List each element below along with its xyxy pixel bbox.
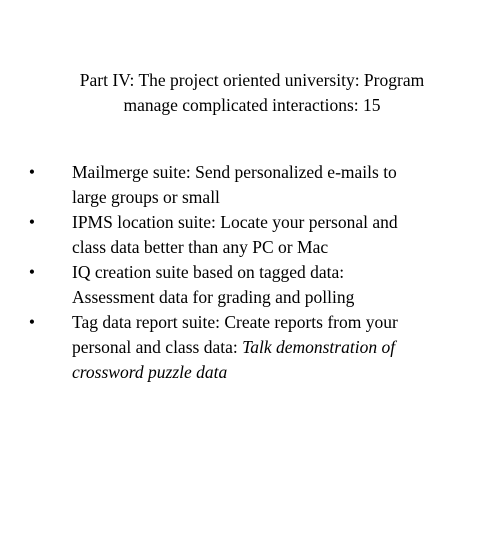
bullet-item-mailmerge xyxy=(26,160,471,210)
bullet-text-plain: personal and class data: xyxy=(72,337,243,357)
bullet-text-line: IPMS location suite: Locate your personal and xyxy=(72,212,398,232)
bullet-text-line-italic: crossword puzzle data xyxy=(72,362,228,382)
bullet-text-line: large groups or small xyxy=(72,187,220,207)
bullet-text-line: Mailmerge suite: Send personalized e-mails to xyxy=(72,162,397,182)
bullet-text-line: class data better than any PC or Mac xyxy=(72,237,329,257)
bullet-list xyxy=(26,160,471,385)
bullet-item-iq-creation xyxy=(26,260,471,310)
bullet-item-ipms xyxy=(26,210,471,260)
bullet-text-line-mixed xyxy=(72,335,471,360)
bullet-icon: • xyxy=(28,262,36,282)
bullet-icon: • xyxy=(28,212,36,232)
bullet-text-line: Tag data report suite: Create reports from your xyxy=(72,312,398,332)
slide-title-line-1: Part IV: The project oriented university: Program xyxy=(79,70,425,90)
bullet-icon: • xyxy=(28,312,36,332)
bullet-icon: • xyxy=(28,162,36,182)
bullet-text-line: Assessment data for grading and polling xyxy=(72,287,355,307)
slide-title xyxy=(0,68,504,118)
bullet-item-tag-report xyxy=(26,310,471,385)
bullet-text-line: IQ creation suite based on tagged data: xyxy=(72,262,345,282)
bullet-text-italic: Talk demonstration of xyxy=(242,337,396,357)
slide-title-line-2: manage complicated interactions: 15 xyxy=(123,95,381,115)
